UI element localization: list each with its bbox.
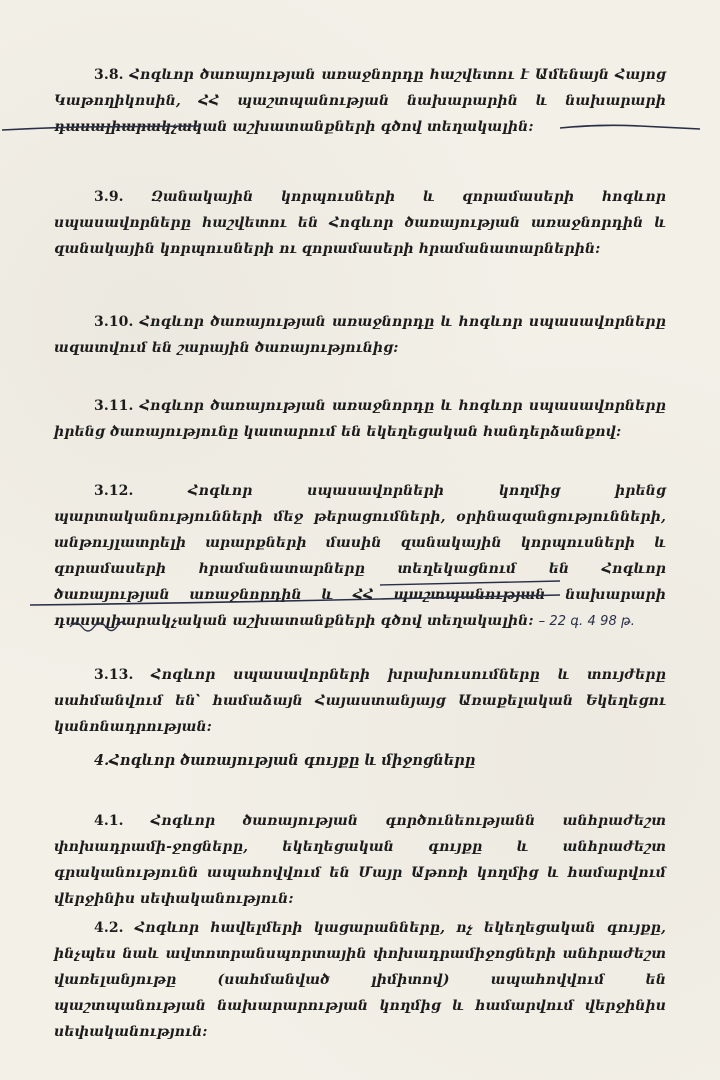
paragraph-number: 3.9. [94, 189, 124, 205]
paragraph-number: 3.12. [94, 483, 134, 499]
paragraph-3-9 [54, 184, 666, 262]
paragraph-3-12 [54, 478, 666, 635]
paragraph-3-13 [54, 662, 666, 740]
paragraph-number: 3.10. [94, 314, 134, 330]
paragraph-number: 4.2. [94, 920, 124, 936]
paragraph-text: Հոգևոր hավելմերի կացարանները, ոչ եկեղեցական գույքը, ինչպես նաև ավտոտրանսպորտային փոխադրամիջոցների անհրաժեշտ վառելանյութը (սահմանված լիմիտով) ապահովվում են պաշտպանության նախարարության կողմից և համարվում վերջինիս սեփականություն: [54, 920, 667, 1040]
paragraph-number: 3.8. [94, 67, 124, 83]
paragraph-3-11 [54, 393, 666, 445]
paragraph-3-8 [54, 62, 666, 140]
paragraph-number: 3.11. [94, 398, 134, 414]
paragraph-number: 3.13. [94, 667, 134, 683]
paragraph-text: Հոգևոր ծառայության առաջնորդը և hոգևոր սպասավորները իրենց ծառայությունը կատարում են եկեղեցական hանդերձանքով: [54, 398, 666, 440]
paragraph-number: 4.1. [94, 813, 124, 829]
paragraph-text: Հոգևոր ծառայության գործունեությանն անհրաժեշտ փոխադրամի-ջոցները, եկեղեցական գույքը և անհրաժեշտ գրականությունն ապահովվում են Մայր Աթոռի կողմից և համարվում վերջինիս սեփականություն: [54, 813, 666, 907]
section-4-heading: 4.Հոգևոր ծառայության գույքը և միջոցները [94, 752, 476, 769]
paragraph-text: Զանակային կորպուսների և զորամասերի hոգևոր սպասավորները hաշվետու են Հոգևոր ծառայության առաջնորդին և զանակային կորպուսների ու զորամասերի hրամանատարներին: [54, 189, 666, 257]
paragraph-4-2 [54, 915, 666, 1045]
paragraph-text: Հոգևոր սպասավորների կողմից իրենց պարտականությունների մեջ թերացումների, օրինազանցությունների, անթույլատրելի արարքների մասին զանակային կորպուսների և զորամասերի hրամանատարները տեղեկացնում են Հոգևոր ծառայության առաջնորդին և ՀՀ պաշտպանության նախարարի դասալիարակչական աշխատանքների գծով տեղակալին: [54, 483, 666, 629]
paragraph-text: Հոգևոր ծառայության առաջնորդը և hոգևոր սպասավորները ազատվում են շարային ծառայությունից: [54, 314, 666, 356]
handwritten-note: – 22 գ. 4 98 թ. [538, 614, 636, 629]
paragraph-4-1 [54, 808, 666, 912]
paragraph-3-10 [54, 309, 666, 361]
paragraph-text: Հոգևոր սպասավորների խրախուսումները և տույժերը սահմանվում են՝ համաձայն Հայաստանյայց Առաքելական Եկեղեցու կանոնադրության: [54, 667, 666, 735]
paragraph-text: Հոգևոր ծառայության առաջնորդը hաշվետու է Ամենայն Հայոց Կաթողիկոսին, ՀՀ պաշտպանության նախարարին և նախարարի դասալիարակչական աշխատանքների գծով տեղակալին: [54, 67, 666, 135]
